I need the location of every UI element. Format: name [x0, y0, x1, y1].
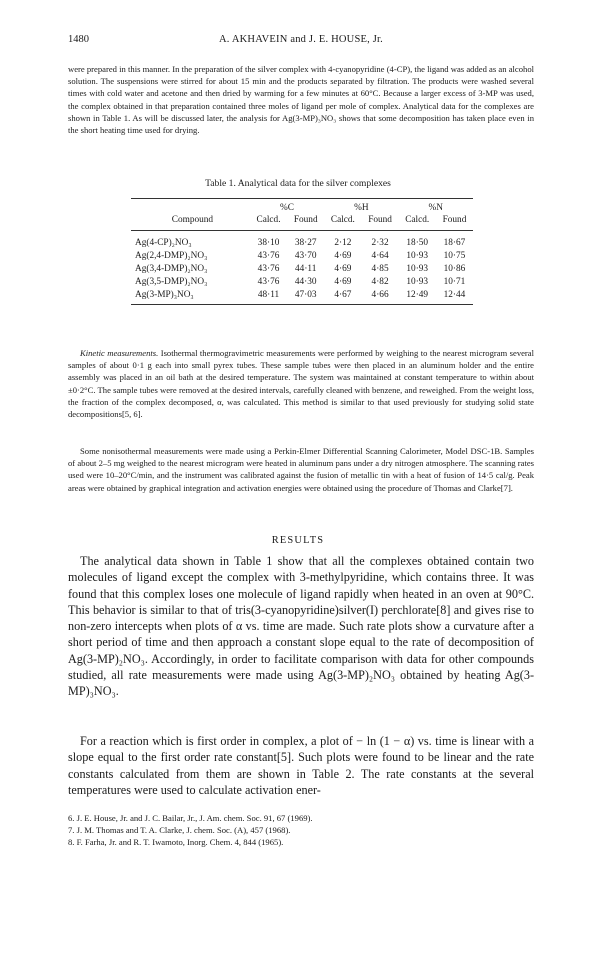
table-cell: 38·10 [257, 237, 280, 248]
table-cell: 4·82 [371, 276, 389, 287]
column-header: Found [436, 213, 473, 231]
compound-cell: Ag(3-MP)₃NO₃ [131, 288, 250, 305]
group-header-n: %N [399, 199, 473, 214]
table-row [131, 249, 473, 262]
compound-cell: Ag(3,5-DMP)₂NO₃ [135, 276, 208, 287]
reference-item: 6. J. E. House, Jr. and J. C. Bailar, Jr., J. Am. chem. Soc. 91, 67 (1969). [68, 813, 313, 823]
table-cell: 4·67 [324, 288, 361, 305]
table-cell: 2·12 [334, 237, 352, 248]
reference-list [68, 812, 534, 848]
table-row [131, 288, 473, 305]
column-header: Calcd. [250, 213, 287, 231]
table-sub-header-row [131, 213, 473, 231]
column-header: Calcd. [324, 213, 361, 231]
table-caption: Table 1. Analytical data for the silver complexes [205, 178, 391, 189]
table-cell: 44·30 [294, 276, 317, 287]
group-header-h: %H [324, 199, 398, 214]
compound-cell: Ag(4-CP)₂NO₃ [135, 237, 192, 248]
running-title: A. AKHAVEIN and J. E. HOUSE, Jr. [219, 34, 383, 45]
column-header: Found [362, 213, 399, 231]
table-cell: 18·67 [443, 237, 466, 248]
analytical-data-table [131, 198, 473, 305]
page-header [68, 34, 534, 48]
table-cell: 2·32 [371, 237, 389, 248]
table-cell: 10·86 [443, 263, 466, 274]
table-cell: 44·11 [295, 263, 317, 274]
compound-cell: Ag(2,4-DMP)₂NO₃ [135, 250, 208, 261]
table-cell: 43·76 [257, 276, 280, 287]
column-header: Found [287, 213, 324, 231]
table-cell: 4·64 [371, 250, 389, 261]
table-cell: 12·44 [436, 288, 473, 305]
kinetic-heading: Kinetic measurements. [80, 348, 159, 358]
nonisothermal-paragraph: Some nonisothermal measurements were made using a Perkin-Elmer Differential Scanning Calorimeter, Model DSC-1B. Samples of about 2–5 mg weighed to the nearest microgram were heated in aluminum pans under a dry nitrogen atmosphere. The scanning rates used were 10–20°C/min, and the instrument was calibrated against the fusion of metallic tin with a heat of fusion of 14·5 cal/g. Peak areas were obtained by graphical integration and activation energies were obtained using the procedure of Thomas and Clarke[7]. [68, 446, 534, 493]
table-cell: 43·76 [257, 250, 280, 261]
table-cell: 10·71 [443, 276, 466, 287]
reference-item: 7. J. M. Thomas and T. A. Clarke, J. chem. Soc. (A), 457 (1968). [68, 825, 291, 835]
results-paragraph-2: For a reaction which is first order in complex, a plot of − ln (1 − α) vs. time is linear with a slope equal to the first order rate constant[5]. Such plots were found to be linear and the rate constants calculated from them are shown in Table 2. The rate constants at the several temperatures were used to calculate activation ener- [68, 734, 534, 797]
table-cell: 4·85 [371, 263, 389, 274]
table-cell: 4·69 [334, 263, 352, 274]
table-cell: 4·69 [334, 276, 352, 287]
table-cell: 43·76 [257, 263, 280, 274]
table-cell: 10·75 [443, 250, 466, 261]
results-paragraph-1: The analytical data shown in Table 1 show that all the complexes obtained contain two molecules of ligand except the complex with 3-methylpyridine, which contains three. It was found that this complex loses one molecule of ligand rapidly when heated in an oven at 90°C. This behavior is similar to that of tris(3-cyanopyridine)silver(I) perchlorate[8] and gives rise to non-zero intercepts when plots of α vs. time are made. Such rate plots show a curvature after a short period of time and then approach a constant slope equal to the rate of decomposition of Ag(3-MP)₂NO₃. Accordingly, in order to facilitate comparison with data for other compounds studied, all rate measurements were made using Ag(3-MP)₂NO₃ obtained by heating Ag(3-MP)₃NO₃. [68, 554, 534, 699]
table-row [131, 262, 473, 275]
table-cell: 4·69 [334, 250, 352, 261]
compound-cell: Ag(3,4-DMP)₂NO₃ [135, 263, 208, 274]
table-cell: 48·11 [250, 288, 287, 305]
table-row [131, 275, 473, 288]
page-number: 1480 [68, 34, 89, 45]
column-header-compound: Compound [131, 213, 250, 231]
column-header: Calcd. [399, 213, 436, 231]
table-cell: 38·27 [294, 237, 317, 248]
kinetic-body: Isothermal thermogravimetric measurements were performed by weighing to the nearest microgram several samples of about 0·1 g each into small pyrex tubes. These sample tubes were then placed in an aluminum holder and the entire assembly was placed in an oil bath at the desired temperature. The system was maintained at constant temperature to within about ±0·2°C. The sample tubes were removed at the desired intervals, carefully cleaned with benzene, and reweighed. From the weight loss, the fraction of the complex decomposed, α, was calculated. This method is similar to that used previously for studying solid state decompositions[5, 6]. [68, 348, 534, 420]
intro-paragraph: were prepared in this manner. In the preparation of the silver complex with 4-cyanopyridine (4-CP), the ligand was added as an alcohol solution. The suspensions were stirred for about 15 min and the products separated by filtration. The products were washed several times with cold water and acetone and then dried by warming for a few minutes at 60°C. Because a larger excess of 3-MP was used, the complex obtained in that preparation contained three moles of ligand per mole of complex. Analytical data for the complexes are shown in Table 1. As will be discussed later, the analysis for Ag(3-MP)₃NO₃ shows that some decomposition has taken place even in the short heating time used for drying. [68, 64, 534, 136]
table-cell: 10·93 [406, 263, 429, 274]
section-heading-results: RESULTS [271, 535, 325, 546]
table-cell: 10·93 [406, 250, 429, 261]
group-header-c: %C [250, 199, 324, 214]
table-cell: 18·50 [406, 237, 429, 248]
table-group-header-row [131, 199, 473, 214]
table-row [131, 231, 473, 250]
table-cell: 43·70 [294, 250, 317, 261]
table-cell: 10·93 [406, 276, 429, 287]
table-cell: 12·49 [399, 288, 436, 305]
table-cell: 47·03 [287, 288, 324, 305]
table-cell: 4·66 [362, 288, 399, 305]
kinetic-measurements-paragraph [68, 347, 534, 420]
reference-item: 8. F. Farha, Jr. and R. T. Iwamoto, Inorg. Chem. 4, 844 (1965). [68, 837, 284, 847]
